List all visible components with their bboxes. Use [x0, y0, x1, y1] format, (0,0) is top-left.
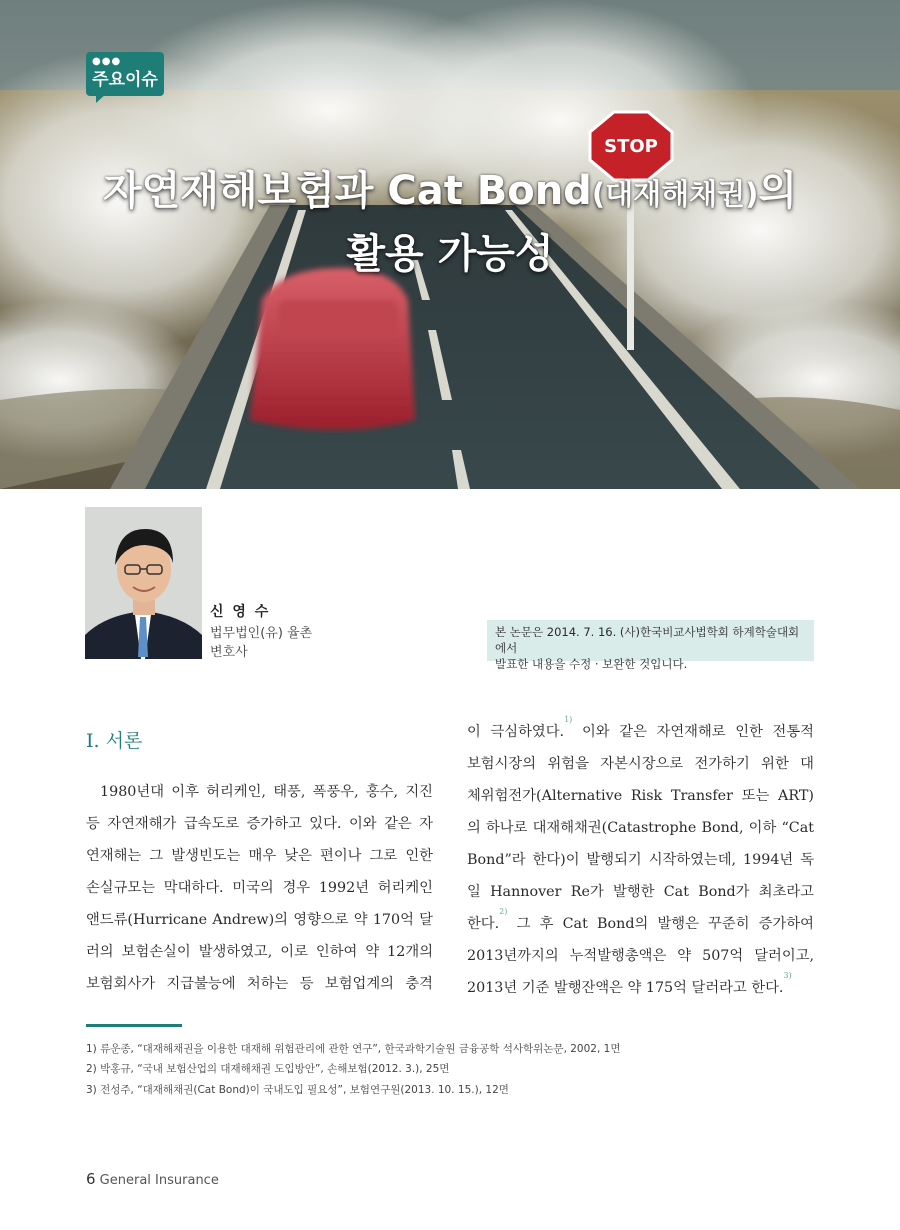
body-line — [467, 908, 814, 940]
author-photo — [85, 507, 202, 659]
body-column-right — [467, 716, 814, 1004]
body-column-left — [86, 776, 433, 1000]
footnote-ref[interactable]: 1) — [564, 715, 573, 724]
body-line: 등 자연재해가 급속도로 증가하고 있다. 이와 같은 자 — [86, 816, 433, 832]
title-line-1-main: 자연재해보험과 Cat Bond — [102, 168, 592, 214]
page-number: 6 — [86, 1170, 96, 1188]
footnote-ref[interactable]: 3) — [783, 971, 792, 980]
page-footer — [86, 1170, 219, 1188]
body-line: 연재해는 그 발생빈도는 매우 낮은 편이나 그로 인한 — [86, 848, 433, 864]
footnote-3: 3) 전성주, “대재해채권(Cat Bond)이 국내도입 필요성”, 보험연구원(2013. 10. 15.), 12면 — [86, 1084, 509, 1096]
author-portrait-icon — [85, 507, 202, 659]
body-line: 러의 보험손실이 발생하였고, 이로 인하여 약 12개의 — [86, 944, 433, 960]
author-name: 신 영 수 — [210, 604, 271, 620]
body-line: 체위험전가(Alternative Risk Transfer 또는 ART) — [467, 788, 814, 804]
footnote-2: 2) 박홍규, “국내 보험산업의 대재해채권 도입방안”, 손해보험(2012. 3.), 25면 — [86, 1063, 450, 1075]
badge-dots: ●●● — [92, 56, 122, 67]
body-line: 앤드류(Hurricane Andrew)의 영향으로 약 170억 달 — [86, 912, 433, 928]
article-title — [0, 165, 900, 280]
body-line — [467, 716, 814, 748]
editor-note — [487, 620, 814, 671]
body-line: 보험시장의 위험을 자본시장으로 전가하기 위한 대 — [467, 756, 814, 772]
body-line: Bond”라 한다)이 발행되기 시작하였는데, 1994년 독 — [467, 852, 814, 868]
body-text: 이 극심하였다. — [467, 724, 565, 740]
section-heading: I. 서론 — [86, 730, 143, 752]
body-text: 2013년 기준 발행잔액은 약 175억 달러라고 한다. — [467, 980, 784, 996]
footnote-divider — [86, 1024, 182, 1027]
publication-name: General Insurance — [95, 1173, 219, 1188]
body-text: 이와 같은 자연재해로 인한 전통적 — [572, 724, 814, 740]
body-line: 의 하나로 대재해채권(Catastrophe Bond, 이하 “Cat — [467, 820, 814, 836]
title-line-2: 활용 가능성 — [346, 231, 554, 277]
author-firm: 법무법인(유) 율촌 — [210, 626, 313, 641]
editor-note-line-2: 발표한 내용을 수정 · 보완한 것입니다. — [495, 657, 688, 671]
title-line-1-tail: 의 — [758, 168, 798, 214]
body-text: 그 후 Cat Bond의 발행은 꾸준히 증가하여 — [507, 916, 814, 932]
category-badge — [86, 52, 164, 104]
author-role: 변호사 — [210, 645, 248, 660]
body-line: 일 Hannover Re가 발행한 Cat Bond가 최초라고 — [467, 884, 814, 900]
title-line-1 — [0, 165, 900, 220]
footnote-1: 1) 류운종, “대재해채권을 이용한 대재해 위험관리에 관한 연구”, 한국과학기술원 금융공학 석사학위논문, 2002, 1면 — [86, 1043, 621, 1055]
body-line: 2013년까지의 누적발행총액은 약 507억 달러이고, — [467, 948, 814, 964]
body-line: 보험회사가 지급불능에 처하는 등 보험업계의 충격 — [86, 976, 433, 992]
stop-sign-text: STOP — [604, 136, 658, 157]
hero-banner — [0, 0, 900, 489]
body-line: 손실규모는 막대하다. 미국의 경우 1992년 허리케인 — [86, 880, 433, 896]
editor-note-line-1: 본 논문은 2014. 7. 16. (사)한국비교사법학회 하계학술대회에서 — [495, 625, 800, 655]
body-text: 한다. — [467, 916, 500, 932]
badge-tail — [96, 92, 108, 103]
title-line-1-paren: (대재해채권) — [591, 177, 759, 211]
body-line: 1980년대 이후 허리케인, 태풍, 폭풍우, 홍수, 지진 — [100, 784, 433, 800]
footnote-ref[interactable]: 2) — [499, 907, 508, 916]
body-line — [467, 972, 814, 1004]
badge-label: 주요이슈 — [92, 70, 158, 90]
